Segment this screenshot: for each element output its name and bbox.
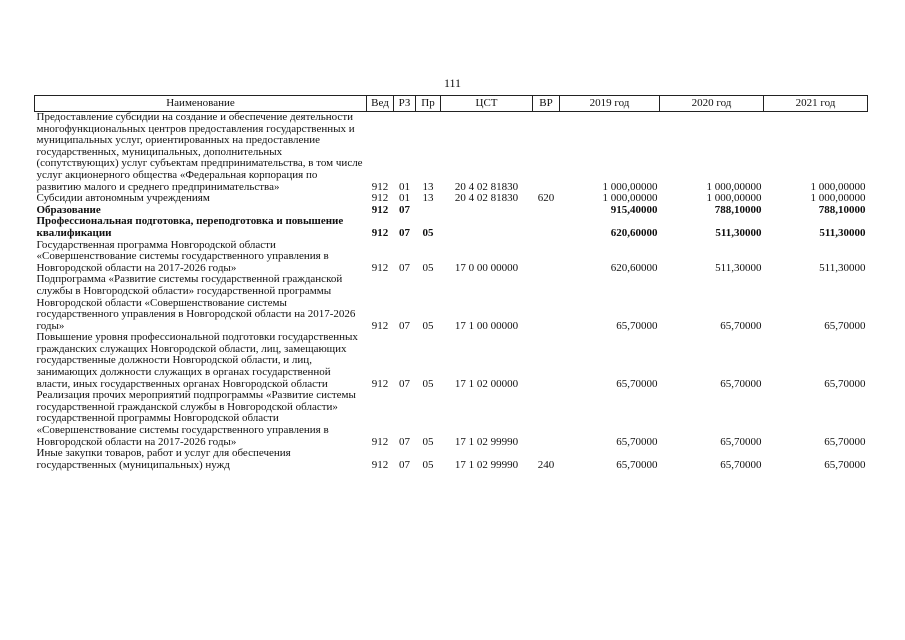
row-2021-cell: 65,70000 xyxy=(824,458,866,471)
row-ved-cell: 912 xyxy=(371,435,389,448)
row-cst-cell: 17 1 02 99990 xyxy=(454,435,519,448)
header-2019: 2019 год xyxy=(560,96,660,112)
row-2021-cell: 65,70000 xyxy=(824,435,866,448)
row-2020-cell: 511,30000 xyxy=(715,226,762,239)
header-vr: ВР xyxy=(533,96,560,112)
header-ved: Вед xyxy=(367,96,394,112)
row-cst-cell: 17 0 00 00000 xyxy=(454,261,519,274)
row-ved-cell: 912 xyxy=(371,226,389,239)
row-2019-cell: 620,60000 xyxy=(610,261,658,274)
row-2020-cell: 1 000,00000 xyxy=(706,180,762,193)
row-pr-cell: 13 xyxy=(422,180,434,193)
row-name-cell: Профессиональная подготовка, переподготовка и повышение квалификации xyxy=(36,215,344,239)
row-cst-cell xyxy=(441,216,533,239)
row-name-cell: Предоставление субсидии на создание и обеспечение деятельности многофункциональных центров предоставления государственных и муниципальных услуг, ориентированных на предоставление государственных, муниципальных, дополнительных (сопутствующих) услуг субъектам предпринимательства, в том числе услуг акционерного общества «Федеральная корпорация по развитию малого и среднего предпринимательства» xyxy=(36,111,363,193)
row-vr-cell xyxy=(533,216,560,239)
row-2020-cell: 788,10000 xyxy=(714,203,762,216)
row-2021-cell: 511,30000 xyxy=(819,226,866,239)
row-2019-cell: 65,70000 xyxy=(616,319,658,332)
row-cst-cell: 20 4 02 81830 xyxy=(454,192,519,205)
row-2021-cell: 511,30000 xyxy=(819,261,866,274)
row-2019-cell: 65,70000 xyxy=(616,435,658,448)
row-vr-cell: 620 xyxy=(537,192,555,205)
row-name-cell: Образование xyxy=(36,203,101,216)
row-pr-cell: 13 xyxy=(422,192,434,205)
row-vr-cell xyxy=(533,205,560,217)
row-vr-cell xyxy=(533,274,560,332)
table-row xyxy=(35,240,868,275)
row-2021-cell: 1 000,00000 xyxy=(810,192,866,205)
header-cst: ЦСТ xyxy=(441,96,533,112)
page-number: 111 xyxy=(443,76,462,90)
row-2019-cell: 1 000,00000 xyxy=(602,180,658,193)
row-rz-cell: 07 xyxy=(399,458,410,471)
table-row xyxy=(35,332,868,390)
row-ved-cell: 912 xyxy=(371,458,389,471)
row-2019-cell: 65,70000 xyxy=(616,377,658,390)
row-cst-cell: 17 1 02 00000 xyxy=(454,377,519,390)
table-row xyxy=(35,193,868,205)
header-pr: Пр xyxy=(416,96,441,112)
row-name-cell: Государственная программа Новгородской области «Совершенствование системы государственного управления в Новгородской области на 2017-2026 годы» xyxy=(36,238,329,274)
row-2021-cell: 65,70000 xyxy=(824,377,866,390)
row-name-cell: Реализация прочих мероприятий подпрограммы «Развитие системы государственной гражданской службы в Новгородской области» государственной программы Новгородской области «Совершенствование системы государственного управления в Новгородской области на 2017-2026 годы» xyxy=(36,389,356,448)
budget-table xyxy=(34,95,868,471)
row-pr-cell xyxy=(416,205,441,217)
row-2020-cell: 65,70000 xyxy=(720,435,762,448)
header-rz: РЗ xyxy=(394,96,416,112)
row-vr-cell xyxy=(533,332,560,390)
row-2021-cell: 65,70000 xyxy=(824,319,866,332)
row-rz-cell: 07 xyxy=(399,261,410,274)
table-row xyxy=(35,216,868,239)
row-pr-cell: 05 xyxy=(422,377,434,390)
table-row xyxy=(35,448,868,471)
row-name-cell: Субсидии автономным учреждениям xyxy=(36,192,210,205)
row-2020-cell: 65,70000 xyxy=(720,377,762,390)
row-rz-cell: 07 xyxy=(399,435,410,448)
row-pr-cell: 05 xyxy=(422,261,434,274)
row-ved-cell: 912 xyxy=(371,261,389,274)
row-ved-cell: 912 xyxy=(371,180,389,193)
row-vr-cell xyxy=(533,240,560,275)
row-name-cell: Иные закупки товаров, работ и услуг для обеспечения государственных (муниципальных) нужд xyxy=(36,447,291,471)
row-2019-cell: 65,70000 xyxy=(616,458,658,471)
row-rz-cell: 01 xyxy=(399,180,410,193)
row-ved-cell: 912 xyxy=(371,377,389,390)
row-pr-cell: 05 xyxy=(422,435,434,448)
row-cst-cell: 20 4 02 81830 xyxy=(454,180,519,193)
row-pr-cell: 05 xyxy=(422,458,434,471)
row-2020-cell: 511,30000 xyxy=(715,261,762,274)
row-rz-cell: 01 xyxy=(399,192,410,205)
header-name: Наименование xyxy=(35,96,367,112)
row-pr-cell: 05 xyxy=(422,226,434,239)
row-2019-cell: 915,40000 xyxy=(610,203,658,216)
row-ved-cell: 912 xyxy=(371,319,389,332)
row-2019-cell: 1 000,00000 xyxy=(602,192,658,205)
row-rz-cell: 07 xyxy=(399,226,410,239)
row-vr-cell xyxy=(533,390,560,448)
row-2020-cell: 1 000,00000 xyxy=(706,192,762,205)
row-rz-cell: 07 xyxy=(399,377,410,390)
table-header-row xyxy=(35,96,868,112)
table-row xyxy=(35,390,868,448)
header-2021: 2021 год xyxy=(764,96,868,112)
row-vr-cell: 240 xyxy=(537,458,555,471)
row-vr-cell xyxy=(533,112,560,194)
row-cst-cell: 17 1 02 99990 xyxy=(454,458,519,471)
row-rz-cell: 07 xyxy=(399,319,410,332)
row-2021-cell: 1 000,00000 xyxy=(810,180,866,193)
row-pr-cell: 05 xyxy=(422,319,434,332)
row-name-cell: Подпрограмма «Развитие системы государственной гражданской службы в Новгородской области» государственной программы Новгородской области «Совершенствование системы государственного управления в Новгородской области на 2017-2026 годы» xyxy=(36,273,356,332)
row-2019-cell: 620,60000 xyxy=(610,226,658,239)
row-2021-cell: 788,10000 xyxy=(818,203,866,216)
table-row xyxy=(35,112,868,194)
row-2020-cell: 65,70000 xyxy=(720,458,762,471)
row-cst-cell xyxy=(441,205,533,217)
row-2020-cell: 65,70000 xyxy=(720,319,762,332)
row-ved-cell: 912 xyxy=(371,203,389,216)
header-2020: 2020 год xyxy=(660,96,764,112)
row-ved-cell: 912 xyxy=(371,192,389,205)
row-name-cell: Повышение уровня профессиональной подготовки государственных гражданских служащих Новгородской области, лиц, замещающих государственные должности Новгородской области, и лиц, занимающих должности служащих в органах государственной власти, иных государственных органах Новгородской области xyxy=(36,331,358,390)
row-rz-cell: 07 xyxy=(399,203,410,216)
table-row xyxy=(35,274,868,332)
row-cst-cell: 17 1 00 00000 xyxy=(454,319,519,332)
